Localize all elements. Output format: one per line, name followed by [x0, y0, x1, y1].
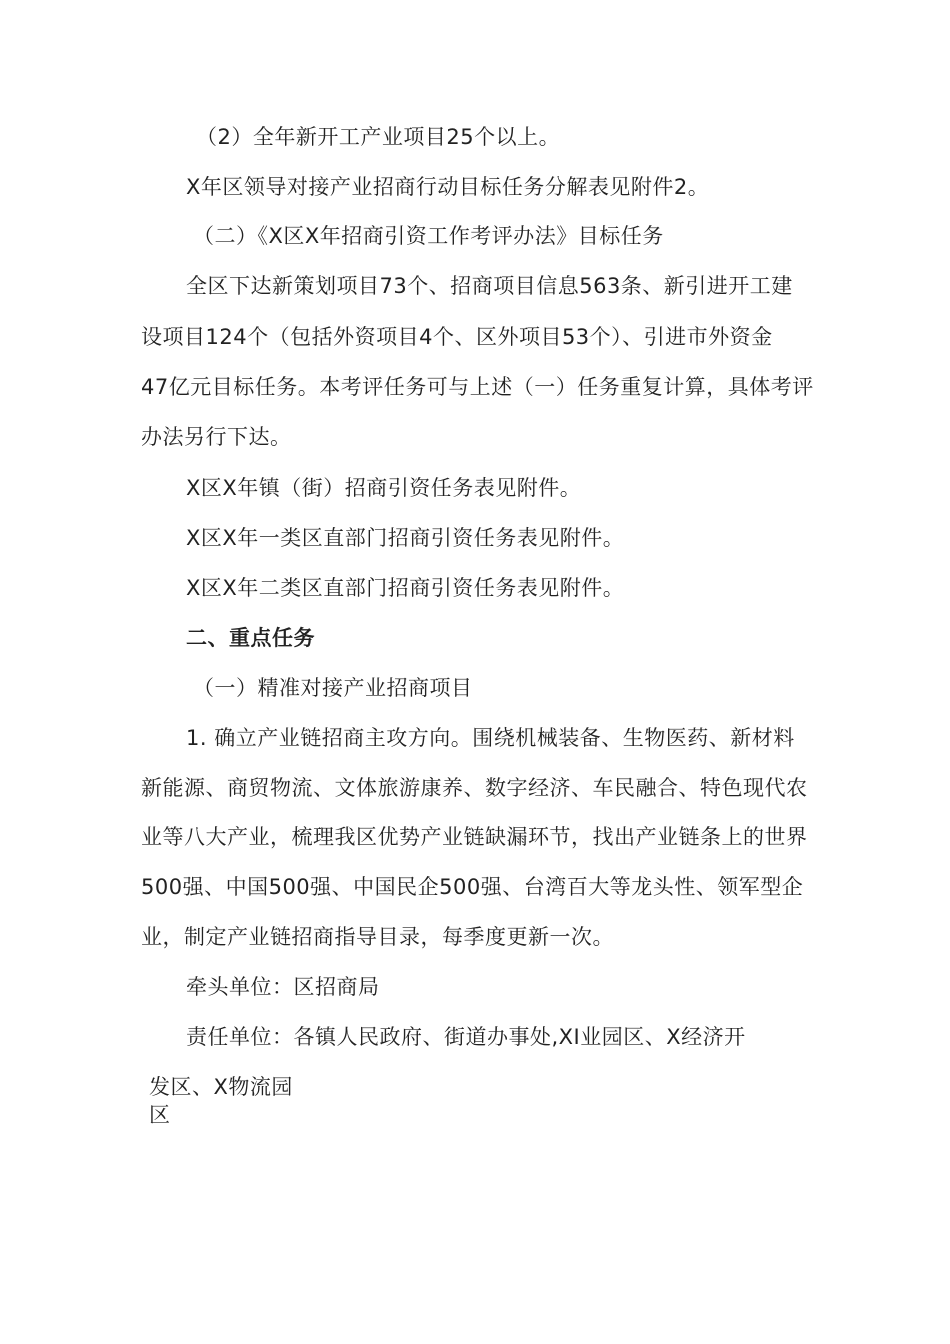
- text-line: X区X年镇（街）招商引资任务表见附件。: [186, 476, 582, 500]
- section-title: 二、重点任务: [186, 626, 315, 650]
- text-line: 47亿元目标任务。本考评任务可与上述（一）任务重复计算，具体考评: [141, 375, 814, 399]
- text-line: 办法另行下达。: [141, 425, 292, 449]
- responsible-unit-line: 责任单位：各镇人民政府、街道办事处,XI业园区、X经济开: [186, 1025, 746, 1049]
- text-line: 设项目124个（包括外资项目4个、区外项目53个）、引进市外资金: [141, 325, 773, 349]
- lead-unit-line: 牵头单位：区招商局: [186, 975, 380, 999]
- subsection-heading: （一）精准对接产业招商项目: [193, 676, 473, 700]
- section-heading: （二）《X区X年招商引资工作考评办法》目标任务: [193, 224, 664, 248]
- text-line: X区X年二类区直部门招商引资任务表见附件。: [186, 576, 625, 600]
- text-line: 业等八大产业，梳理我区优势产业链缺漏环节，找出产业链条上的世界: [141, 825, 808, 849]
- text-line: 发区、X物流园: [149, 1075, 293, 1099]
- text-line: 500强、中国500强、中国民企500强、台湾百大等龙头性、领军型企: [141, 875, 804, 899]
- text-line: 区: [149, 1103, 171, 1127]
- text-line: 业，制定产业链招商指导目录，每季度更新一次。: [141, 925, 614, 949]
- text-line: 新能源、商贸物流、文体旅游康养、数字经济、车民融合、特色现代农: [141, 776, 808, 800]
- text-line: X年区领导对接产业招商行动目标任务分解表见附件2。: [186, 175, 710, 199]
- text-line: 全区下达新策划项目73个、招商项目信息563条、新引进开工建: [186, 274, 793, 298]
- text-line: 1. 确立产业链招商主攻方向。围绕机械装备、生物医药、新材料: [186, 726, 795, 750]
- text-line: X区X年一类区直部门招商引资任务表见附件。: [186, 526, 625, 550]
- text-line: （2）全年新开工产业项目25个以上。: [196, 125, 561, 149]
